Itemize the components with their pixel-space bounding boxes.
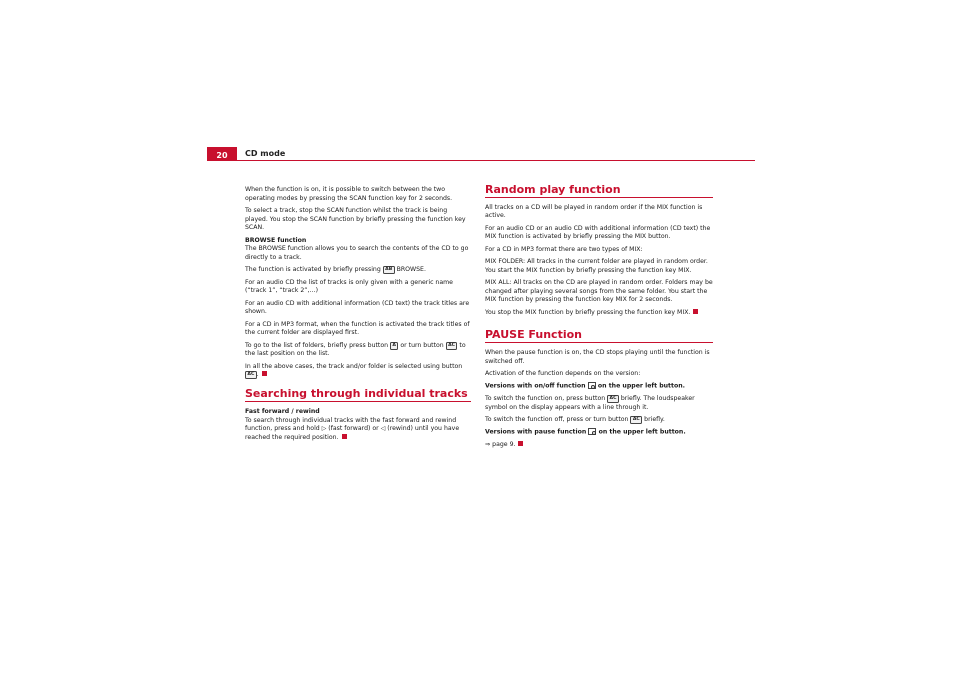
section-end-icon — [262, 371, 267, 376]
text: BROWSE. — [396, 266, 426, 274]
page-title: CD mode — [245, 149, 286, 158]
paragraph: MIX ALL: All tracks on the CD are played in random order. Folders may be changed after playing several songs from the same folder. You start the MIX function by pressing the function key MIX for 2 seconds. — [485, 279, 713, 304]
section-end-icon — [693, 309, 698, 314]
section-heading-random: Random play function — [485, 186, 713, 198]
button-ab-icon: AB — [383, 266, 395, 274]
power-button-icon — [588, 382, 596, 388]
pause-button-icon — [588, 428, 596, 434]
rewind-icon: ◁ — [380, 425, 386, 433]
button-ac-icon: AC — [630, 416, 642, 424]
text: You stop the MIX function by briefly pressing the function key MIX. — [485, 308, 691, 316]
button-ac-icon: AC — [607, 395, 619, 403]
paragraph — [485, 395, 713, 412]
paragraph: For an audio CD or an audio CD with additional information (CD text) the MIX function is activated by briefly pressing the MIX button. — [485, 224, 711, 241]
fast-forward-subheading: Fast forward / rewind — [245, 407, 320, 415]
paragraph — [245, 342, 471, 359]
text: on the upper left button. — [597, 382, 685, 390]
section-heading-pause: PAUSE Function — [485, 331, 713, 343]
text: To go to the list of folders, briefly press button — [245, 341, 389, 349]
paragraph: For an audio CD with additional information (CD text) the track titles are shown. — [245, 299, 470, 316]
text: to the last position on the list. — [245, 341, 466, 358]
paragraph: The BROWSE function allows you to search the contents of the CD to go directly to a track. — [245, 245, 469, 262]
text: The function is activated by briefly pressing — [245, 266, 381, 274]
paragraph: All tracks on a CD will be played in random order if the MIX function is active. — [485, 203, 703, 220]
versions-pause-subheading — [485, 428, 713, 437]
paragraph — [245, 266, 471, 275]
text: briefly. — [644, 416, 665, 424]
text: In all the above cases, the track and/or folder is selected using button — [245, 362, 463, 370]
text: briefly. The loudspeaker symbol on the display appears with a line through it. — [485, 395, 695, 411]
paragraph: Activation of the function depends on the version: — [485, 370, 641, 378]
section-end-icon — [518, 441, 523, 446]
section-heading-searching: Searching through individual tracks — [245, 390, 471, 402]
button-ac-icon: AC — [245, 371, 257, 379]
paragraph — [245, 417, 471, 443]
paragraph — [485, 416, 713, 425]
header-rule — [207, 160, 755, 161]
text: To switch the function on, press button — [485, 395, 606, 403]
paragraph — [485, 441, 713, 450]
paragraph: In all the above cases, the track and/or folder is selected using button AC . — [245, 362, 463, 379]
button-ac-icon: AC — [446, 342, 458, 350]
text: (fast forward) or — [328, 425, 379, 433]
text: Versions with on/off function — [485, 382, 586, 390]
text: Versions with pause function — [485, 428, 587, 436]
right-column — [485, 183, 713, 453]
paragraph: For a CD in MP3 format, when the function is activated the track titles of the current folder are displayed first. — [245, 320, 470, 337]
text: or turn button — [400, 341, 444, 349]
button-a-icon: A — [390, 342, 398, 350]
page-reference-link[interactable]: ⇒ page 9. — [485, 441, 516, 449]
paragraph: MIX FOLDER: All tracks in the current folder are played in random order. You start the MIX function by briefly pressing the function key MIX. — [485, 258, 708, 274]
left-column — [245, 186, 471, 446]
browse-subheading: BROWSE function — [245, 236, 307, 244]
paragraph: When the function is on, it is possible to switch between the two operating modes by pressing the SCAN function key for 2 seconds. — [245, 186, 453, 202]
paragraph: For a CD in MP3 format there are two types of MIX: — [485, 245, 643, 253]
versions-onoff-subheading — [485, 382, 713, 391]
fast-forward-icon: ▷ — [321, 425, 327, 433]
text: on the upper left button. — [598, 428, 686, 436]
page-number: 20 — [207, 147, 237, 161]
text: To switch the function off, press or turn button — [485, 416, 629, 424]
paragraph: To select a track, stop the SCAN function whilst the track is being played. You stop the SCAN function by briefly pressing the function key SCAN. — [245, 207, 466, 232]
section-end-icon — [342, 434, 347, 439]
text: (rewind) until you have reached the required position. — [245, 425, 460, 441]
text: To search through individual tracks with the fast forward and rewind function, press and hold — [245, 416, 457, 433]
paragraph — [485, 309, 713, 318]
paragraph: When the pause function is on, the CD stops playing until the function is switched off. — [485, 349, 710, 365]
paragraph: For an audio CD the list of tracks is only given with a generic name (“track 1”, “track 2”,…) — [245, 278, 453, 295]
